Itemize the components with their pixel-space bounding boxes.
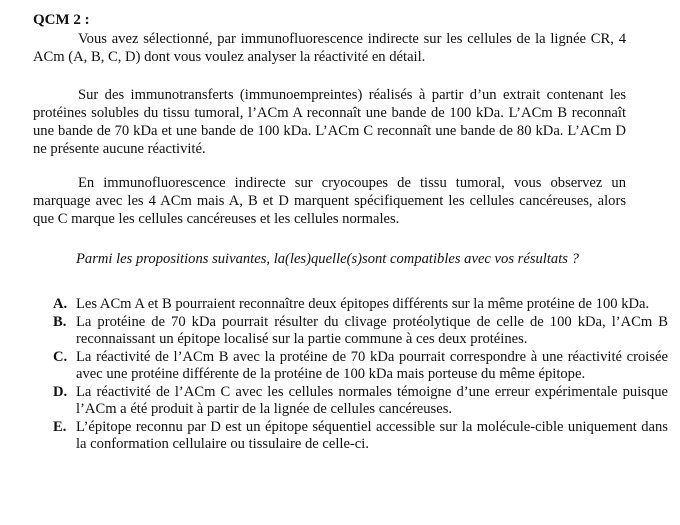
- option-text: La réactivité de l’ACm B avec la protéine de 70 kDa pourrait correspondre à une réactivité croisée avec une protéine différente de la protéine de 100 kDa mais porteuse du même épitope.: [76, 349, 668, 382]
- option-letter: C.: [53, 349, 68, 365]
- option-text: Les ACm A et B pourraient reconnaître deux épitopes différents sur la même protéine de 100 kDa.: [76, 296, 650, 312]
- context-paragraph-1: Vous avez sélectionné, par immunofluorescence indirecte sur les cellules de la lignée CR, 4 ACm (A, B, C, D) dont vous voulez analyser la réactivité en détail.: [33, 31, 626, 65]
- option-letter: D.: [53, 384, 68, 400]
- question-prompt: Parmi les propositions suivantes, la(les)quelle(s)sont compatibles avec vos résultats ?: [76, 251, 579, 267]
- option-letter: A.: [53, 296, 68, 312]
- context-paragraph-2: Sur des immunotransferts (immunoempreintes) réalisés à partir d’un extrait contenant les protéines solubles du tissu tumoral, l’ACm A reconnaît une bande de 100 kDa. L’ACm B reconnaît une bande de 70 kDa et une bande de 100 kDa. L’ACm C reconnaît une bande de 80 kDa. L’ACm D ne présente aucune réactivité.: [33, 87, 626, 157]
- answer-option-d: [33, 384, 668, 418]
- answer-option-a: [33, 296, 668, 313]
- question-title: QCM 2 :: [33, 12, 90, 28]
- option-letter: B.: [53, 314, 67, 330]
- option-text: La réactivité de l’ACm C avec les cellules normales témoigne d’une erreur expérimentale puisque l’ACm a été produit à partir de la lignée de cellules cancéreuses.: [76, 384, 668, 417]
- option-text: La protéine de 70 kDa pourrait résulter du clivage protéolytique de celle de 100 kDa, l’ACm B reconnaissant un épitope localisé sur la partie commune à ces deux protéines.: [76, 314, 668, 347]
- context-paragraph-3: En immunofluorescence indirecte sur cryocoupes de tissu tumoral, vous observez un marquage avec les 4 ACm mais A, B et D marquent spécifiquement les cellules cancéreuses, alors que C marque les cellules cancéreuses et les cellules normales.: [33, 175, 626, 227]
- option-text: L’épitope reconnu par D est un épitope séquentiel accessible sur la molécule-cible uniquement dans la conformation cellulaire ou tissulaire de celle-ci.: [76, 419, 668, 452]
- answer-option-e: [33, 419, 668, 453]
- answer-option-c: [33, 349, 668, 383]
- answer-options-list: [33, 296, 668, 454]
- answer-option-b: [33, 314, 668, 348]
- option-letter: E.: [53, 419, 67, 435]
